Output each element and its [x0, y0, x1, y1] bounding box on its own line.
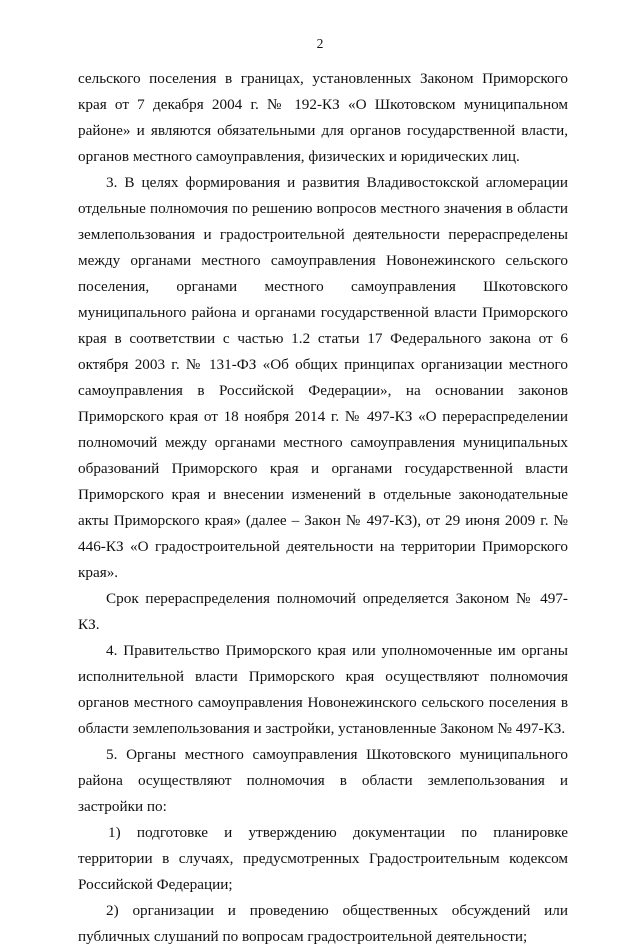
document-body	[78, 66, 568, 950]
paragraph-subitem-1: 1) подготовке и утверждению документации по планировке территории в случаях, предусмотренных Градостроительным кодексом Российской Федерации;	[78, 824, 568, 893]
paragraph-item-5: 5. Органы местного самоуправления Шкотовского муниципального района осуществляют полномочия в области землепользования и застройки по:	[78, 746, 568, 815]
paragraph-item-4: 4. Правительство Приморского края или уполномоченные им органы исполнительной власти Приморского края осуществляют полномочия органов местного самоуправления Новонежинского сельского поселения в области землепользования и застройки, установленные Законом № 497-КЗ.	[78, 642, 568, 737]
page-number: 2	[316, 36, 324, 51]
paragraph-item-3: 3. В целях формирования и развития Владивостокской агломерации отдельные полномочия по решению вопросов местного значения в области землепользования и градостроительной деятельности перераспределены между органами местного самоуправления Новонежинского сельского поселения, органами местного самоуправления Шкотовского муниципального района и органами государственной власти Приморского края в соответствии с частью 1.2 статьи 17 Федерального закона от 6 октября 2003 г. № 131-ФЗ «Об общих принципах организации местного самоуправления в Российской Федерации», на основании законов Приморского края от 18 ноября 2014 г. № 497-КЗ «О перераспределении полномочий между органами местного самоуправления муниципальных образований Приморского края и органами государственной власти Приморского края и внесении изменений в отдельные законодательные акты Приморского края» (далее – Закон № 497-КЗ), от 29 июня 2009 г. № 446-КЗ «О градостроительной деятельности на территории Приморского края».	[78, 174, 568, 581]
paragraph-subitem-2: 2) организации и проведению общественных обсуждений или публичных слушаний по вопросам градостроительной деятельности;	[78, 902, 568, 945]
paragraph-term: Срок перераспределения полномочий определяется Законом № 497-КЗ.	[78, 590, 568, 633]
paragraph-continuation: сельского поселения в границах, установленных Законом Приморского края от 7 декабря 2004 г. № 192-КЗ «О Шкотовском муниципальном районе» и являются обязательными для органов государственной власти, органов местного самоуправления, физических и юридических лиц.	[78, 70, 568, 165]
